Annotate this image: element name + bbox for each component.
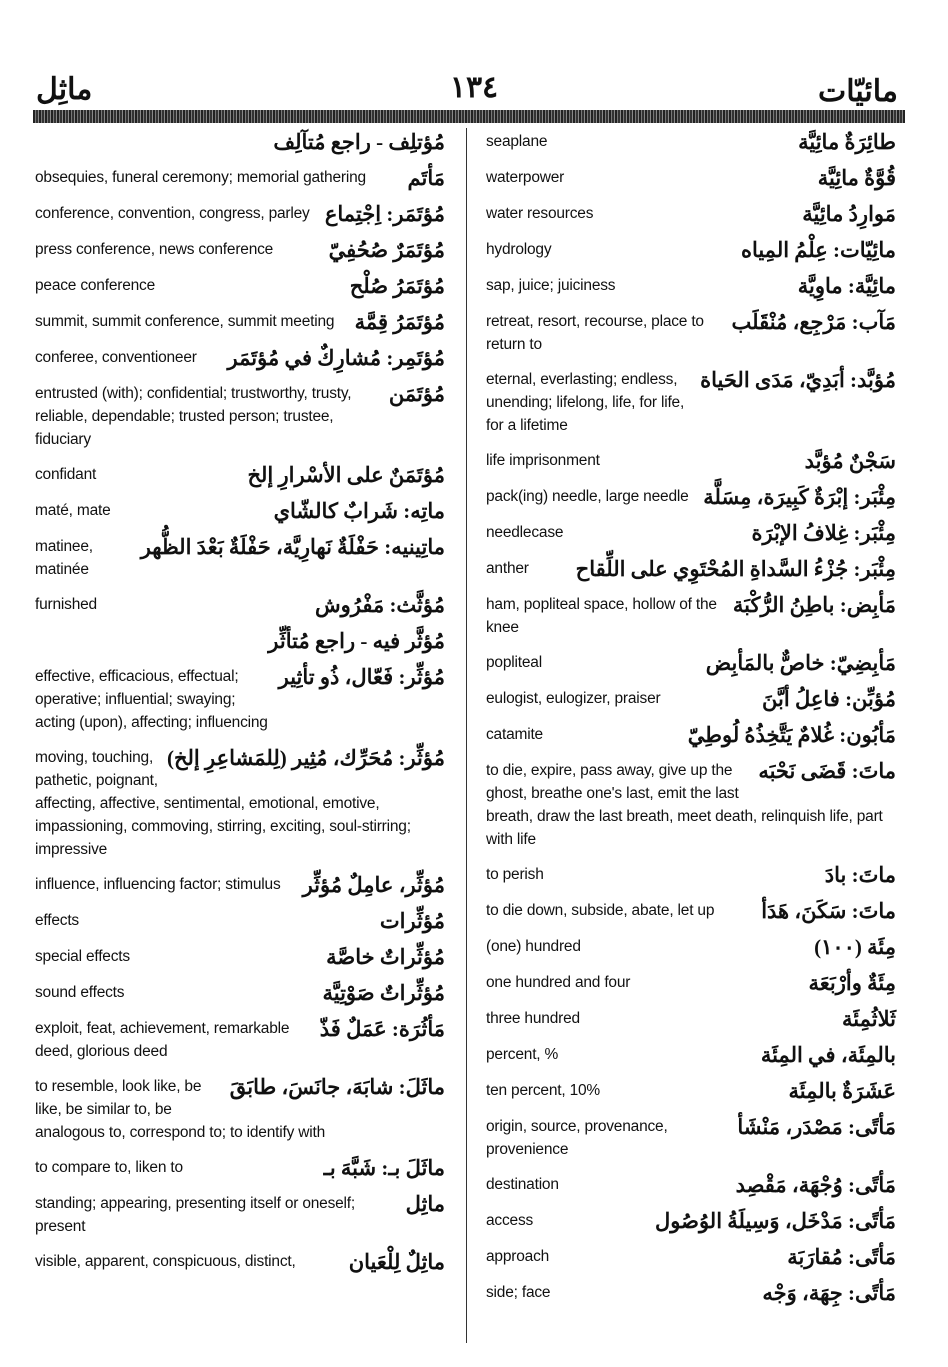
arabic-headword: مَأتَم bbox=[407, 166, 445, 190]
arabic-headword: ثَلاثُمِئَة bbox=[842, 1007, 896, 1031]
arabic-headword: مُؤبَّد: أبَدِيّ، مَدَى الحَياة bbox=[700, 368, 896, 392]
arabic-headword: مُؤثِّراتٌ خاصَّة bbox=[326, 945, 445, 969]
english-definition: origin, source, provenance, provenience bbox=[486, 1118, 668, 1158]
dictionary-entry bbox=[35, 873, 445, 897]
arabic-headword: مائِيّات: عِلْمُ المِياه bbox=[740, 238, 896, 262]
arabic-headword: مَأتًى: جِهَة، وَجْه bbox=[762, 1281, 896, 1305]
dictionary-entry bbox=[35, 1250, 445, 1274]
english-definition: waterpower bbox=[486, 169, 565, 186]
arabic-headword: مَوارِدُ مائِيَّة bbox=[802, 202, 896, 226]
dictionary-entry bbox=[35, 238, 445, 262]
english-definition: moving, touching, pathetic, poignant, affecting, affective, sentimental, emotional, emotive, impassioning, commoving, stirring, exciting, soul-stirring; impressive bbox=[35, 749, 411, 858]
arabic-headword: مُؤثِّر: مُحَرِّك، مُثِير (لِلمَشاعِرِ إلخ) bbox=[166, 746, 445, 770]
page-header bbox=[0, 0, 948, 110]
header-band bbox=[33, 110, 905, 123]
dictionary-entry bbox=[35, 166, 445, 190]
dictionary-entry bbox=[486, 310, 896, 356]
dictionary-entry bbox=[35, 382, 445, 451]
dictionary-entry bbox=[486, 557, 896, 581]
dictionary-entry bbox=[35, 1017, 445, 1063]
english-definition: effects bbox=[35, 912, 79, 929]
dictionary-entry bbox=[35, 1075, 445, 1144]
dictionary-entry bbox=[35, 202, 445, 226]
arabic-headword: مِئْبَر: جُزْءُ السَّداةِ المُحْتَوِي على اللِّقاح bbox=[575, 557, 896, 581]
arabic-headword: ماتِه: شَرابٌ كالشّاي bbox=[273, 499, 445, 523]
english-definition: press conference, news conference bbox=[35, 241, 274, 258]
dictionary-entry bbox=[486, 521, 896, 545]
english-definition: pack(ing) needle, large needle bbox=[486, 488, 689, 505]
english-definition: needlecase bbox=[486, 524, 564, 541]
dictionary-entry bbox=[35, 535, 445, 581]
english-definition: water resources bbox=[486, 205, 594, 222]
english-definition: obsequies, funeral ceremony; memorial gathering bbox=[35, 169, 366, 186]
dictionary-entry bbox=[486, 687, 896, 711]
arabic-headword: مُؤتَمَرٌ صُحُفِيّ bbox=[328, 238, 445, 262]
dictionary-entry bbox=[35, 981, 445, 1005]
arabic-headword: مَآب: مَرْجِع، مُنْقَلَب bbox=[731, 310, 896, 334]
dictionary-entry bbox=[35, 463, 445, 487]
english-definition: entrusted (with); confidential; trustworthy, trusty, reliable, dependable; trusted person; trustee, fiduciary bbox=[35, 385, 352, 448]
dictionary-entry bbox=[486, 368, 896, 437]
arabic-headword: ماثِل bbox=[405, 1192, 445, 1216]
arabic-headword: ماتَ: سَكَنَ، هَدَأ bbox=[761, 899, 896, 923]
english-definition: ten percent, 10% bbox=[486, 1082, 600, 1099]
english-definition: side; face bbox=[486, 1284, 551, 1301]
english-definition: matinee, matinée bbox=[35, 538, 93, 578]
arabic-headword: مُؤتلِف - راجع مُتآلِف bbox=[273, 130, 445, 154]
left-column bbox=[35, 130, 445, 1286]
arabic-headword: مَأتًى: مَصْدَر، مَنْشَأ bbox=[737, 1115, 896, 1139]
english-definition: maté, mate bbox=[35, 502, 111, 519]
arabic-headword: سَجْنٌ مُؤبَّد bbox=[804, 449, 896, 473]
arabic-headword: مُؤتَمِر: مُشارِكٌ في مُؤتَمَر bbox=[227, 346, 445, 370]
arabic-headword: مِئْبَر: إبْرَةٌ كَبِيرَة، مِسَلَّة bbox=[703, 485, 896, 509]
english-definition: to compare to, liken to bbox=[35, 1159, 183, 1176]
english-definition: conference, convention, congress, parley bbox=[35, 205, 310, 222]
english-definition: sound effects bbox=[35, 984, 125, 1001]
column-divider bbox=[466, 128, 467, 1343]
english-definition: hydrology bbox=[486, 241, 552, 258]
arabic-headword: مُؤتَمَر: اِجْتِماع bbox=[324, 202, 445, 226]
arabic-headword: مُؤتَمَن bbox=[388, 382, 445, 406]
dictionary-entry bbox=[35, 746, 445, 861]
english-definition: ham, popliteal space, hollow of the knee bbox=[486, 596, 717, 636]
dictionary-entry bbox=[486, 1281, 896, 1305]
dictionary-entry bbox=[35, 274, 445, 298]
dictionary-entry bbox=[486, 166, 896, 190]
english-definition: standing; appearing, presenting itself or oneself; present bbox=[35, 1195, 356, 1235]
dictionary-entry bbox=[486, 1007, 896, 1031]
right-column bbox=[486, 130, 896, 1317]
arabic-headword: ماتَ: قَضَى نَحْبَه bbox=[758, 759, 896, 783]
dictionary-entry bbox=[35, 1156, 445, 1180]
english-definition: summit, summit conference, summit meeting bbox=[35, 313, 335, 330]
arabic-headword: مُؤثِّر: فَعّال، ذُو تأثِير bbox=[278, 665, 445, 689]
page-number: ١٣٤ bbox=[449, 71, 499, 104]
english-definition: sap, juice; juiciness bbox=[486, 277, 616, 294]
english-definition: retreat, resort, recourse, place to return to bbox=[486, 313, 704, 353]
english-definition: influence, influencing factor; stimulus bbox=[35, 876, 281, 893]
english-definition: catamite bbox=[486, 726, 543, 743]
dictionary-entry bbox=[486, 1245, 896, 1269]
english-definition: three hundred bbox=[486, 1010, 580, 1027]
dictionary-entry bbox=[486, 651, 896, 675]
english-definition: access bbox=[486, 1212, 534, 1229]
guide-word-right: مائيّات bbox=[818, 75, 898, 108]
dictionary-entry bbox=[35, 909, 445, 933]
english-definition: eternal, everlasting; endless, unending; lifelong, life, for life, for a lifetime bbox=[486, 371, 685, 434]
arabic-headword: مَأتًى: مَدْخَل، وَسِيلَةُ الوُصُول bbox=[655, 1209, 896, 1233]
dictionary-entry bbox=[486, 971, 896, 995]
english-definition: to resemble, look like, be like, be similar to, be analogous to, correspond to; to identify with bbox=[35, 1078, 325, 1141]
english-definition: to perish bbox=[486, 866, 544, 883]
arabic-headword: بالمِئَة، في المِئَة bbox=[760, 1043, 896, 1067]
english-definition: popliteal bbox=[486, 654, 542, 671]
dictionary-entry bbox=[486, 593, 896, 639]
english-definition: (one) hundred bbox=[486, 938, 581, 955]
english-definition: visible, apparent, conspicuous, distinct, bbox=[35, 1253, 296, 1270]
english-definition: one hundred and four bbox=[486, 974, 631, 991]
english-definition: to die, expire, pass away, give up the ghost, breathe one's last, emit the last breath, draw the last breath, meet death, relinquish life, part with life bbox=[486, 762, 883, 848]
arabic-headword: مُؤثَّث: مَفْرُوش bbox=[314, 593, 445, 617]
dictionary-entry bbox=[35, 629, 445, 653]
english-definition: life imprisonment bbox=[486, 452, 600, 469]
dictionary-entry bbox=[486, 1043, 896, 1067]
arabic-headword: ماتَ: بادَ bbox=[824, 863, 896, 887]
dictionary-entry bbox=[35, 346, 445, 370]
arabic-headword: مائِيَّة: ماوِيَّة bbox=[797, 274, 896, 298]
dictionary-entry bbox=[35, 593, 445, 617]
arabic-headword: مَأبِض: باطِنُ الرُّكْبَة bbox=[732, 593, 896, 617]
dictionary-entry bbox=[486, 759, 896, 851]
dictionary-entry bbox=[486, 485, 896, 509]
arabic-headword: ماثِلٌ لِلْعَيان bbox=[348, 1250, 445, 1274]
english-definition: destination bbox=[486, 1176, 559, 1193]
english-definition: percent, % bbox=[486, 1046, 559, 1063]
dictionary-entry bbox=[486, 449, 896, 473]
arabic-headword: ماثَلَ بـ: شَبَّهَ بـ bbox=[323, 1156, 445, 1180]
arabic-headword: مُؤثِّر، عامِلٌ مُؤثِّر bbox=[302, 873, 445, 897]
dictionary-entry bbox=[35, 499, 445, 523]
arabic-headword: مِئَةٌ وأرْبَعَة bbox=[808, 971, 896, 995]
arabic-headword: عَشَرَةٌ بالمِئَة bbox=[788, 1079, 896, 1103]
dictionary-entry bbox=[35, 310, 445, 334]
dictionary-entry bbox=[486, 935, 896, 959]
english-definition: special effects bbox=[35, 948, 130, 965]
guide-word-left: ماثِل bbox=[36, 73, 93, 106]
arabic-headword: مَأتًى: مُقارَبَة bbox=[787, 1245, 896, 1269]
english-definition: peace conference bbox=[35, 277, 156, 294]
arabic-headword: مِئَة (١٠٠) bbox=[814, 935, 896, 959]
english-definition: to die down, subside, abate, let up bbox=[486, 902, 715, 919]
dictionary-entry bbox=[486, 202, 896, 226]
english-definition: effective, efficacious, effectual; operative; influential; swaying; acting (upon), affecting; influencing bbox=[35, 668, 268, 731]
dictionary-entry bbox=[486, 1079, 896, 1103]
dictionary-entry bbox=[35, 130, 445, 154]
arabic-headword: مَأبُون: غُلامٌ يَتَّخِذُهُ لُوطِيّ bbox=[687, 723, 896, 747]
dictionary-entry bbox=[486, 899, 896, 923]
arabic-headword: مُؤثَّر فيه - راجع مُتأثِّر bbox=[268, 629, 445, 653]
dictionary-entry bbox=[486, 723, 896, 747]
english-definition: eulogist, eulogizer, praiser bbox=[486, 690, 661, 707]
english-definition: furnished bbox=[35, 596, 97, 613]
dictionary-entry bbox=[486, 1173, 896, 1197]
dictionary-entry bbox=[486, 238, 896, 262]
dictionary-entry bbox=[35, 945, 445, 969]
arabic-headword: مَأثُرَة: عَمَلٌ فَذّ bbox=[319, 1017, 445, 1041]
dictionary-entry bbox=[35, 665, 445, 734]
dictionary-entry bbox=[35, 1192, 445, 1238]
arabic-headword: مُؤتَمَرُ قِمَّة bbox=[354, 310, 445, 334]
arabic-headword: قُوَّةٌ مائِيَّة bbox=[817, 166, 896, 190]
arabic-headword: مِئْبَر: غِلافُ الإبْرَة bbox=[751, 521, 896, 545]
english-definition: confidant bbox=[35, 466, 97, 483]
dictionary-entry bbox=[486, 1115, 896, 1161]
dictionary-entry bbox=[486, 274, 896, 298]
arabic-headword: مَأتًى: وُجْهَة، مَقْصِد bbox=[735, 1173, 896, 1197]
arabic-headword: مُؤبِّن: فاعِلُ أبَّنَ bbox=[762, 687, 896, 711]
arabic-headword: طائِرَةٌ مائِيَّة bbox=[798, 130, 896, 154]
dictionary-entry bbox=[486, 1209, 896, 1233]
arabic-headword: ماتِينيه: حَفْلَةٌ نَهارِيَّة، حَفْلَةٌ بَعْدَ الظُّهر bbox=[140, 535, 445, 559]
arabic-headword: مُؤثِّرات bbox=[379, 909, 445, 933]
english-definition: approach bbox=[486, 1248, 550, 1265]
arabic-headword: ماثَلَ: شابَهَ، جانَسَ، طابَقَ bbox=[229, 1075, 445, 1099]
arabic-headword: مُؤتَمَنٌ على الأسْرارِ إلخ bbox=[247, 463, 445, 487]
english-definition: conferee, conventioneer bbox=[35, 349, 197, 366]
dictionary-entry bbox=[486, 130, 896, 154]
arabic-headword: مَأبِضِيّ: خاصٌّ بالمَأبِض bbox=[705, 651, 896, 675]
arabic-headword: مُؤثِّراتٌ صَوْتِيَّة bbox=[322, 981, 445, 1005]
dictionary-entry bbox=[486, 863, 896, 887]
english-definition: exploit, feat, achievement, remarkable deed, glorious deed bbox=[35, 1020, 290, 1060]
english-definition: anther bbox=[486, 560, 529, 577]
english-definition: seaplane bbox=[486, 133, 548, 150]
arabic-headword: مُؤتَمَرُ صُلْح bbox=[349, 274, 445, 298]
